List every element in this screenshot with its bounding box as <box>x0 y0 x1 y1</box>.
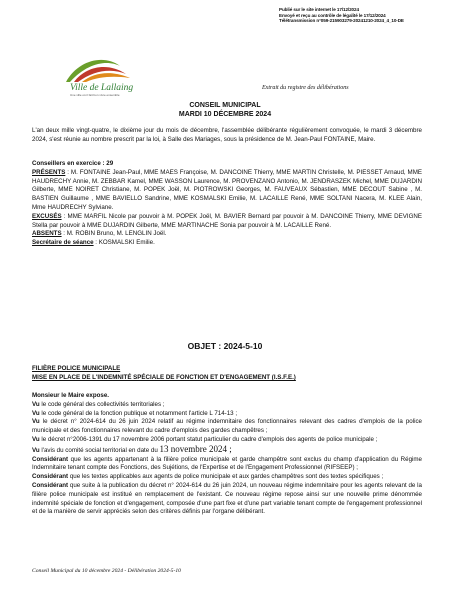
considerant-label: Considérant <box>32 455 69 463</box>
considerant-rifseep <box>32 456 422 474</box>
attendance-section <box>32 160 422 248</box>
vu-text: l'avis du comité social territorial en date du <box>39 446 160 454</box>
councillors-label: Conseillers en exercice : <box>32 160 107 167</box>
present-names: : M. FONTAINE Jean-Paul, MME MAES Françoise, M. DANCOINE Thierry, MME MARTIN Christelle, M. PIESSET Arnaud, MME HAUDRECHY Annie, M. ZEBBAR Kamel, MME WASSON Laurence, M. PROVENZANO Antonio, M. JENDRASZEK Michel, MME DUJARDIN Gilberte, MME NOIRET Christiane, M. POPEK Joël, M. PIOTROWSKI Georges, M. FAUVEAUX Sébastien, MME DECOUT Sabine , M. BASTIEN Guillaume , MME BAVIELLO Sandrine, MME KOSMALSKI Emilie, M. LACAILLE René, MME SOLTANI Nacera, M. KLEE Alain, Mme HAUDRECHY Sylviane. <box>32 168 422 211</box>
absent-names: : M. ROBIN Bruno, M. LENGLIN Joël. <box>61 230 167 238</box>
present-list <box>32 169 422 213</box>
vu-label: Vu <box>32 446 40 454</box>
considerant-nouveau-regime <box>32 482 422 517</box>
secretary-label: Secrétaire de séance <box>32 239 94 247</box>
vu-cgfp <box>32 410 422 419</box>
vu-text: le décret n°2006-1391 du 17 novembre 2006 portant statut particulier du cadre d'emplois des agents de police municipale ; <box>39 435 378 443</box>
heading-filiere: FILIÈRE POLICE MUNICIPALE <box>32 365 121 372</box>
vu-label: Vu <box>32 400 40 408</box>
vu-avis-cst <box>32 445 422 456</box>
deliberation-heading <box>32 365 422 383</box>
council-title: CONSEIL MUNICIPAL <box>189 102 261 109</box>
vu-date: 13 novembre 2024 ; <box>159 443 232 454</box>
vu-text: le code général des collectivités territoriales ; <box>39 400 165 408</box>
present-label: PRÉSENTS <box>32 168 66 176</box>
absent-label: ABSENTS <box>32 230 62 238</box>
absent-list <box>32 230 422 239</box>
considerant-label: Considérant <box>32 481 69 489</box>
vu-cgct <box>32 401 422 410</box>
vu-text: le décret n° 2024-614 du 26 juin 2024 relatif au régime indemnitaire des fonctionnaires relevant des cadres d'emplois de la police municipale et des fonctionnaires relevant du cadre d'emplois des gardes champêtres ; <box>32 418 422 435</box>
page-footer: Conseil Municipal du 10 décembre 2024 - Délibération 2024-5-10 <box>32 568 181 574</box>
stamp-published: Publié sur le site internet le 17/12/2024 <box>279 7 359 12</box>
councillors-line <box>32 160 422 169</box>
object-reference: OBJET : 2024-5-10 <box>187 341 263 351</box>
transmission-stamp <box>279 7 404 24</box>
stamp-transmission-number: Télétransmission n°059-215903279-20241210-2024_4_10-DE <box>279 18 404 24</box>
vu-label: Vu <box>32 435 40 443</box>
intro-paragraph: L'an deux mille vingt-quatre, le dixième jour du mois de décembre, l'assemblée délibérante régulièrement convoquée, le mardi 3 décembre 2024, s'est réunie au nombre prescrit par la loi, à Salle des Mariages, sous la présidence de M. Jean-Paul FONTAINE, Maire. <box>32 127 422 143</box>
vu-decret-2024 <box>32 418 422 436</box>
deliberation-body <box>32 392 422 517</box>
councillors-count: 29 <box>106 160 114 167</box>
excused-label: EXCUSÉS <box>32 212 62 220</box>
register-extract-label: Extrait du registre des délibérations <box>262 85 349 91</box>
considerant-textes <box>32 473 422 482</box>
vu-label: Vu <box>32 409 40 417</box>
town-tagline: Une ville où il fait bon vivre ensemble <box>70 93 120 97</box>
meeting-date-title: MARDI 10 DÉCEMBRE 2024 <box>178 111 272 118</box>
excused-names: : MME MARFIL Nicole par pouvoir à M. POPEK Joël, M. BAVIER Bernard par pouvoir à M. DANCOINE Thierry, MME DEVIGNE Stella par pouvoir à MME DUJARDIN Gilberte, MME MARTINACHE Sonia par pouvoir à M. LACAILLE René. <box>32 212 422 229</box>
excused-list <box>32 213 422 231</box>
secretary-name: : KOSMALSKI Emilie. <box>93 239 155 247</box>
expose-line: Monsieur le Maire expose. <box>32 392 110 399</box>
heading-subject: MISE EN PLACE DE L'INDEMNITÉ SPÉCIALE DE FONCTION ET D'ENGAGEMENT (I.S.F.E.) <box>32 373 296 381</box>
considerant-text: que suite à la publication du décret n° 2024-614 du 26 juin 2024, un nouveau régime indemnitaire pour les agents relevant de la filière police municipale est institué en remplacement de l'existant. Ce nouveau régime repose ainsi sur une nouvelle prime dénommée indemnité spéciale de fonction et d'engagement, composée d'une part fixe et d'une part variable tenant compte de l'engagement professionnel et de la manière de servir appréciés selon des critères définis par l'organe délibérant. <box>32 481 422 516</box>
town-name: Ville de Lallaing <box>70 83 134 93</box>
town-logo-swoosh-icon <box>60 52 140 86</box>
considerant-text: que les textes applicables aux agents de police municipale et aux gardes champêtres sont des textes spécifiques ; <box>68 473 384 481</box>
vu-text: le code général de la fonction publique et notamment l'article L 714-13 ; <box>39 409 238 417</box>
vu-label: Vu <box>32 418 40 426</box>
considerant-label: Considérant <box>32 473 69 481</box>
considerant-text: que les agents appartenant à la filière police municipale et garde champêtre sont exclus du champ d'application du Régime Indemnitaire tenant compte des Fonctions, des Sujétions, de l'Expertise et de l'Engagement Professionnel (RIFSEEP) ; <box>32 455 422 472</box>
secretary-line <box>32 239 422 248</box>
stamp-received: Envoyé et reçu au contrôle de légalité le 17/12/2024 <box>279 12 386 18</box>
town-logo <box>60 52 140 107</box>
